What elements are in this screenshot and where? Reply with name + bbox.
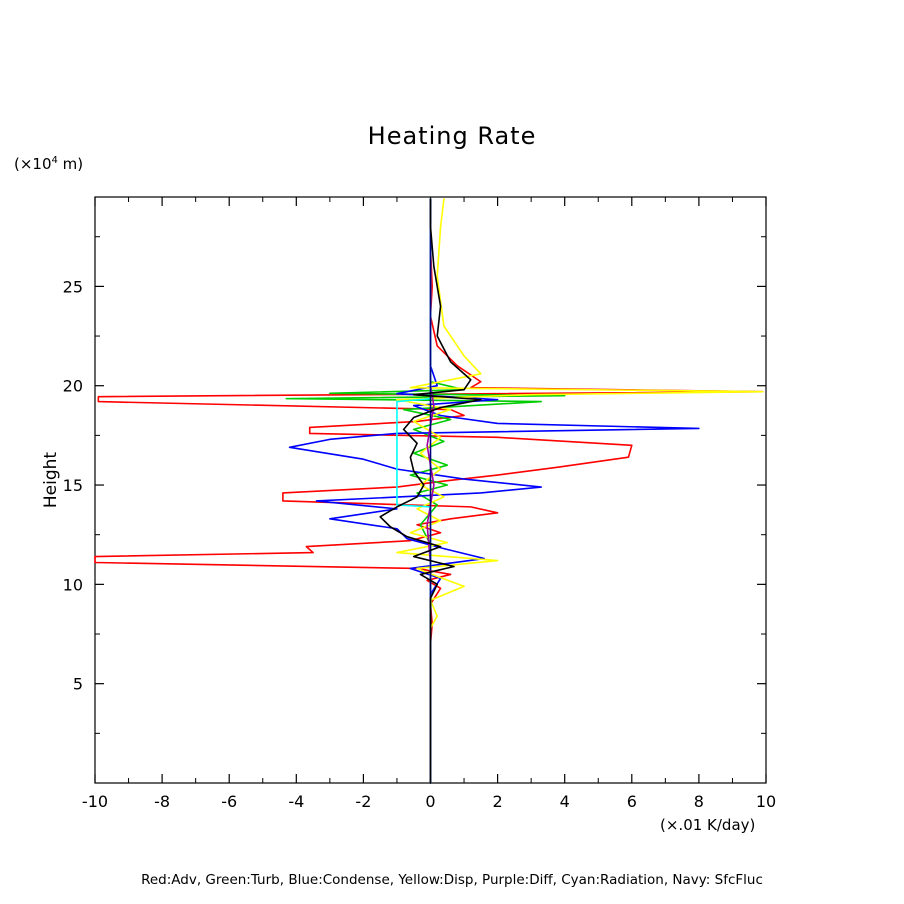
y-tick-label: 10 bbox=[62, 575, 83, 595]
x-tick-label: 10 bbox=[755, 792, 777, 811]
x-tick-label: 0 bbox=[425, 792, 436, 811]
y-tick-label: 20 bbox=[62, 376, 83, 396]
x-tick-label: 6 bbox=[626, 792, 637, 811]
y-axis-title: Height bbox=[41, 451, 61, 509]
x-tick-label: -10 bbox=[81, 792, 109, 811]
x-tick-label: 8 bbox=[693, 792, 704, 811]
legend: Red:Adv, Green:Turb, Blue:Condense, Yellow:Disp, Purple:Diff, Cyan:Radiation, Navy: SfcFluc bbox=[141, 872, 763, 888]
series-line-adv bbox=[95, 199, 763, 783]
x-tick-label: 2 bbox=[492, 792, 503, 811]
x-axis-unit-label: (×.01 K/day) bbox=[660, 816, 756, 834]
series-line-condense bbox=[290, 199, 699, 783]
series-line-disp bbox=[397, 199, 763, 783]
y-axis-unit-label: ($\times 10^4$ m) bbox=[14, 155, 84, 173]
x-tick-label: -4 bbox=[288, 792, 305, 811]
page-title: Heating Rate bbox=[367, 122, 537, 150]
y-tick-label: 5 bbox=[72, 674, 83, 694]
y-tick-label: 25 bbox=[62, 277, 83, 297]
x-tick-label: -2 bbox=[355, 792, 372, 811]
y-tick-label: 15 bbox=[62, 476, 83, 496]
x-tick-label: 4 bbox=[559, 792, 570, 811]
x-tick-label: -6 bbox=[221, 792, 238, 811]
x-tick-label: -8 bbox=[154, 792, 171, 811]
